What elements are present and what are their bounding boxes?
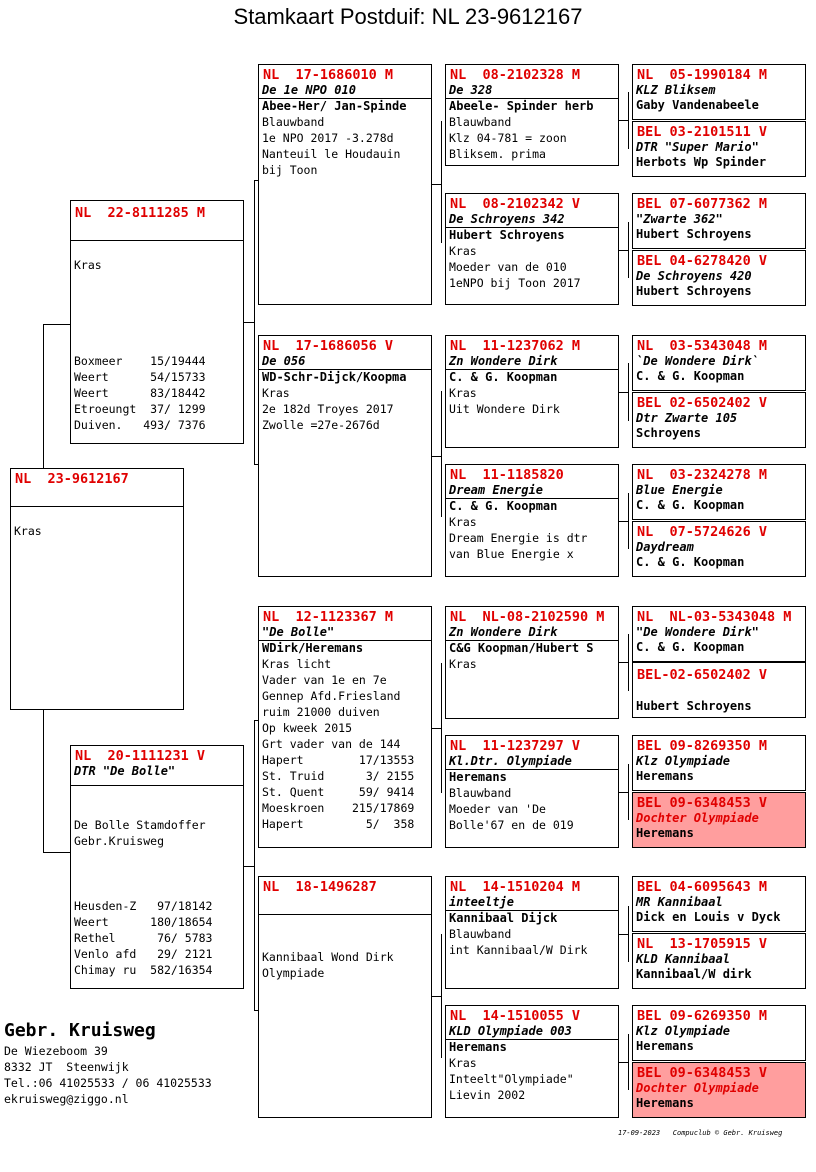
ring-number: BEL 09-6348453 V <box>637 795 768 811</box>
ring-number: NL 13-1705915 V <box>637 936 768 952</box>
race-results: Boxmeer 15/19444 Weert 54/15733 Weert 83/18442 Etroeungt 37/ 1299 Duiven. 493/ 7376 <box>74 354 206 432</box>
ring-number: NL 20-1111231 V <box>75 748 206 764</box>
owner: C. & G. Koopman <box>636 498 745 512</box>
ancestor-card[interactable] <box>632 193 806 249</box>
ring-number: BEL-02-6502402 V <box>637 667 768 683</box>
pigeon-name: Daydream <box>636 540 694 554</box>
ancestor-card[interactable] <box>632 662 806 718</box>
ring-number: NL 11-1185820 <box>450 467 564 483</box>
owner: C. & G. Koopman <box>636 555 745 569</box>
ring-number: BEL 07-6077362 M <box>637 196 768 212</box>
owner: WDirk/Heremans <box>259 640 431 656</box>
ring-number: NL 14-1510204 M <box>450 879 581 895</box>
pigeon-info: Kras Inteelt"Olympiade" Lievin 2002 <box>449 1056 574 1102</box>
pigeon-info: Kras <box>449 657 477 671</box>
great-grandparent-card[interactable] <box>445 876 619 989</box>
pigeon-info: Blauwband int Kannibaal/W Dirk <box>449 927 588 957</box>
owner: Heremans <box>636 1096 694 1110</box>
pigeon-name: Zn Wondere Dirk <box>449 354 558 368</box>
pigeon-name: Klz Olympiade <box>636 754 730 768</box>
pigeon-info: Kras licht Vader van 1e en 7e Gennep Afd.Friesland ruim 21000 duiven Op kweek 2015 Grt vader van de 144 Hapert 17/13553 St. Truid 3/ 2155 St. Quent 59/ 9414 Moeskroen 215/17869 Hapert 5/ 358 <box>262 657 415 831</box>
ring-number: BEL 02-6502402 V <box>637 395 768 411</box>
ring-number: NL 08-2102328 M <box>450 67 581 83</box>
pigeon-name: Dochter Olympiade <box>636 811 759 825</box>
ring-number: NL 03-2324278 M <box>637 467 768 483</box>
ring-number: NL 03-5343048 M <box>637 338 768 354</box>
great-grandparent-card[interactable] <box>445 606 619 719</box>
ring-number: BEL 09-8269350 M <box>637 738 768 754</box>
pigeon-name: De Schroyens 420 <box>636 269 752 283</box>
pigeon-name: De 056 <box>262 354 306 368</box>
pigeon-info: Kras <box>14 524 42 538</box>
pigeon-name: Dtr Zwarte 105 <box>636 411 738 425</box>
pigeon-info: Blauwband 1e NPO 2017 -3.278d Nanteuil le Houdauin bij Toon <box>262 115 401 177</box>
pigeon-name: MR Kannibaal <box>636 895 723 909</box>
great-grandparent-card[interactable] <box>445 193 619 305</box>
owner: Dick en Louis v Dyck <box>636 910 781 924</box>
owner: Hubert Schroyens <box>636 227 752 241</box>
owner: Herbots Wp Spinder <box>636 155 767 169</box>
owner: Kannibaal/W dirk <box>636 967 752 981</box>
pigeon-info: De Bolle Stamdoffer Gebr.Kruisweg <box>74 818 206 848</box>
ancestor-card[interactable] <box>632 735 806 791</box>
owner: Heremans <box>636 826 694 840</box>
pigeon-name: Dochter Olympiade <box>636 1081 759 1095</box>
ring-number: BEL 09-6348453 V <box>637 1065 768 1081</box>
pigeon-name: Blue Energie <box>636 483 723 497</box>
pigeon-name: De Schroyens 342 <box>449 212 565 226</box>
great-grandparent-card[interactable] <box>445 1005 619 1118</box>
pigeon-name: inteeltje <box>449 895 515 909</box>
owner: Hubert Schroyens <box>636 284 752 298</box>
ring-number: NL 11-1237062 M <box>450 338 581 354</box>
phone: Tel.:06 41025533 / 06 41025533 <box>4 1076 212 1090</box>
ring-number: NL 23-9612167 <box>15 471 129 487</box>
pigeon-name: "Zwarte 362" <box>636 212 723 226</box>
owner: Abee-Her/ Jan-Spinde <box>259 98 431 114</box>
owner: Heremans <box>446 1039 618 1055</box>
owner: C&G Koopman/Hubert S <box>446 640 618 656</box>
owner: C. & G. Koopman <box>636 640 745 654</box>
address-street: De Wiezeboom 39 <box>4 1044 108 1058</box>
owner: C. & G. Koopman <box>446 498 618 514</box>
pigeon-info: Kras <box>74 258 102 272</box>
breeder-address <box>4 1043 212 1107</box>
pigeon-info: Kras Uit Wondere Dirk <box>449 386 560 416</box>
owner: Schroyens <box>636 426 702 440</box>
ring-number: NL 17-1686010 M <box>263 67 394 83</box>
owner: WD-Schr-Dijck/Koopma <box>259 369 431 385</box>
pigeon-name: KLZ Bliksem <box>636 83 716 97</box>
pigeon-name: Dream Energie <box>449 483 543 497</box>
ancestor-card[interactable] <box>632 876 806 932</box>
ancestor-card[interactable] <box>632 250 806 306</box>
pigeon-name: "De Bolle" <box>262 625 335 639</box>
owner: C. & G. Koopman <box>636 369 745 383</box>
pigeon-info: Kannibaal Wond Dirk Olympiade <box>262 950 394 980</box>
page-title: Stamkaart Postduif: NL 23-9612167 <box>233 4 583 29</box>
footer-credit: 17-09-2023 Compuclub © Gebr. Kruisweg <box>618 1129 783 1137</box>
pigeon-name: De 1e NPO 010 <box>262 83 356 97</box>
grandparent-card[interactable] <box>258 64 432 305</box>
ancestor-card[interactable] <box>632 121 806 177</box>
great-grandparent-card[interactable] <box>445 335 619 448</box>
ancestor-card[interactable] <box>632 64 806 120</box>
ancestor-card[interactable] <box>632 392 806 448</box>
great-grandparent-card[interactable] <box>445 64 619 166</box>
ring-number: BEL 09-6269350 M <box>637 1008 768 1024</box>
pigeon-name: "De Wondere Dirk" <box>636 625 759 639</box>
ring-number: NL 11-1237297 V <box>450 738 581 754</box>
ring-number: NL 22-8111285 M <box>75 205 206 221</box>
pigeon-info: Kras 2e 182d Troyes 2017 Zwolle =27e-2676d <box>262 386 394 432</box>
owner: Kannibaal Dijck <box>446 910 618 926</box>
ring-number: BEL 04-6278420 V <box>637 253 768 269</box>
address-city: 8332 JT Steenwijk <box>4 1060 129 1074</box>
pigeon-name: DTR "De Bolle" <box>74 764 176 778</box>
pigeon-name: Klz Olympiade <box>636 1024 730 1038</box>
mother-card[interactable] <box>70 745 244 989</box>
owner: Hubert Schroyens <box>446 227 618 243</box>
ring-number: NL 07-5724626 V <box>637 524 768 540</box>
pigeon-name: KLD Kannibaal <box>636 952 730 966</box>
pigeon-name: DTR "Super Mario" <box>636 140 759 154</box>
ancestor-card[interactable] <box>632 521 806 577</box>
pigeon-info: Blauwband Klz 04-781 = zoon Bliksem. prima <box>449 115 567 161</box>
ancestor-card[interactable] <box>632 933 806 989</box>
owner: Heremans <box>636 1039 694 1053</box>
owner: Abeele- Spinder herb <box>446 98 618 114</box>
ring-number: BEL 04-6095643 M <box>637 879 768 895</box>
grandparent-card[interactable] <box>258 335 432 577</box>
father-card[interactable] <box>70 200 244 444</box>
grandparent-card[interactable] <box>258 876 432 1118</box>
ancestor-card-highlighted[interactable] <box>632 1062 806 1118</box>
email: ekruisweg@ziggo.nl <box>4 1092 129 1106</box>
breeder-name: Gebr. Kruisweg <box>4 1020 156 1041</box>
ring-number: NL 17-1686056 V <box>263 338 394 354</box>
owner: Heremans <box>446 769 618 785</box>
ring-number: NL 14-1510055 V <box>450 1008 581 1024</box>
race-results: Heusden-Z 97/18142 Weert 180/18654 Rethel 76/ 5783 Venlo afd 29/ 2121 Chimay ru 582/16354 <box>74 899 213 977</box>
pigeon-name: `De Wondere Dirk` <box>636 354 759 368</box>
owner: Gaby Vandenabeele <box>636 98 759 112</box>
owner: Hubert Schroyens <box>636 699 752 713</box>
subject-pigeon-card[interactable] <box>10 468 184 710</box>
ancestor-card[interactable] <box>632 1005 806 1061</box>
pigeon-info: Blauwband Moeder van 'De Bolle'67 en de 019 <box>449 786 574 832</box>
pigeon-name: KLD Olympiade 003 <box>449 1024 572 1038</box>
pigeon-name: De 328 <box>449 83 493 97</box>
ancestor-card[interactable] <box>632 335 806 391</box>
pigeon-info: Kras Dream Energie is dtr van Blue Energie x <box>449 515 588 561</box>
ring-number: NL 18-1496287 <box>263 879 377 895</box>
pigeon-info: Kras Moeder van de 010 1eNPO bij Toon 2017 <box>449 244 581 290</box>
ancestor-card-highlighted[interactable] <box>632 792 806 848</box>
grandparent-card[interactable] <box>258 606 432 848</box>
owner: C. & G. Koopman <box>446 369 618 385</box>
pigeon-name: Zn Wondere Dirk <box>449 625 558 639</box>
great-grandparent-card[interactable] <box>445 735 619 848</box>
owner: Heremans <box>636 769 694 783</box>
ring-number: NL NL-03-5343048 M <box>637 609 792 625</box>
ancestor-card[interactable] <box>632 606 806 662</box>
ring-number: NL 12-1123367 M <box>263 609 394 625</box>
ring-number: BEL 03-2101511 V <box>637 124 768 140</box>
ancestor-card[interactable] <box>632 464 806 520</box>
ring-number: NL 08-2102342 V <box>450 196 581 212</box>
ring-number: NL NL-08-2102590 M <box>450 609 605 625</box>
great-grandparent-card[interactable] <box>445 464 619 577</box>
pigeon-name: Kl.Dtr. Olympiade <box>449 754 572 768</box>
ring-number: NL 05-1990184 M <box>637 67 768 83</box>
